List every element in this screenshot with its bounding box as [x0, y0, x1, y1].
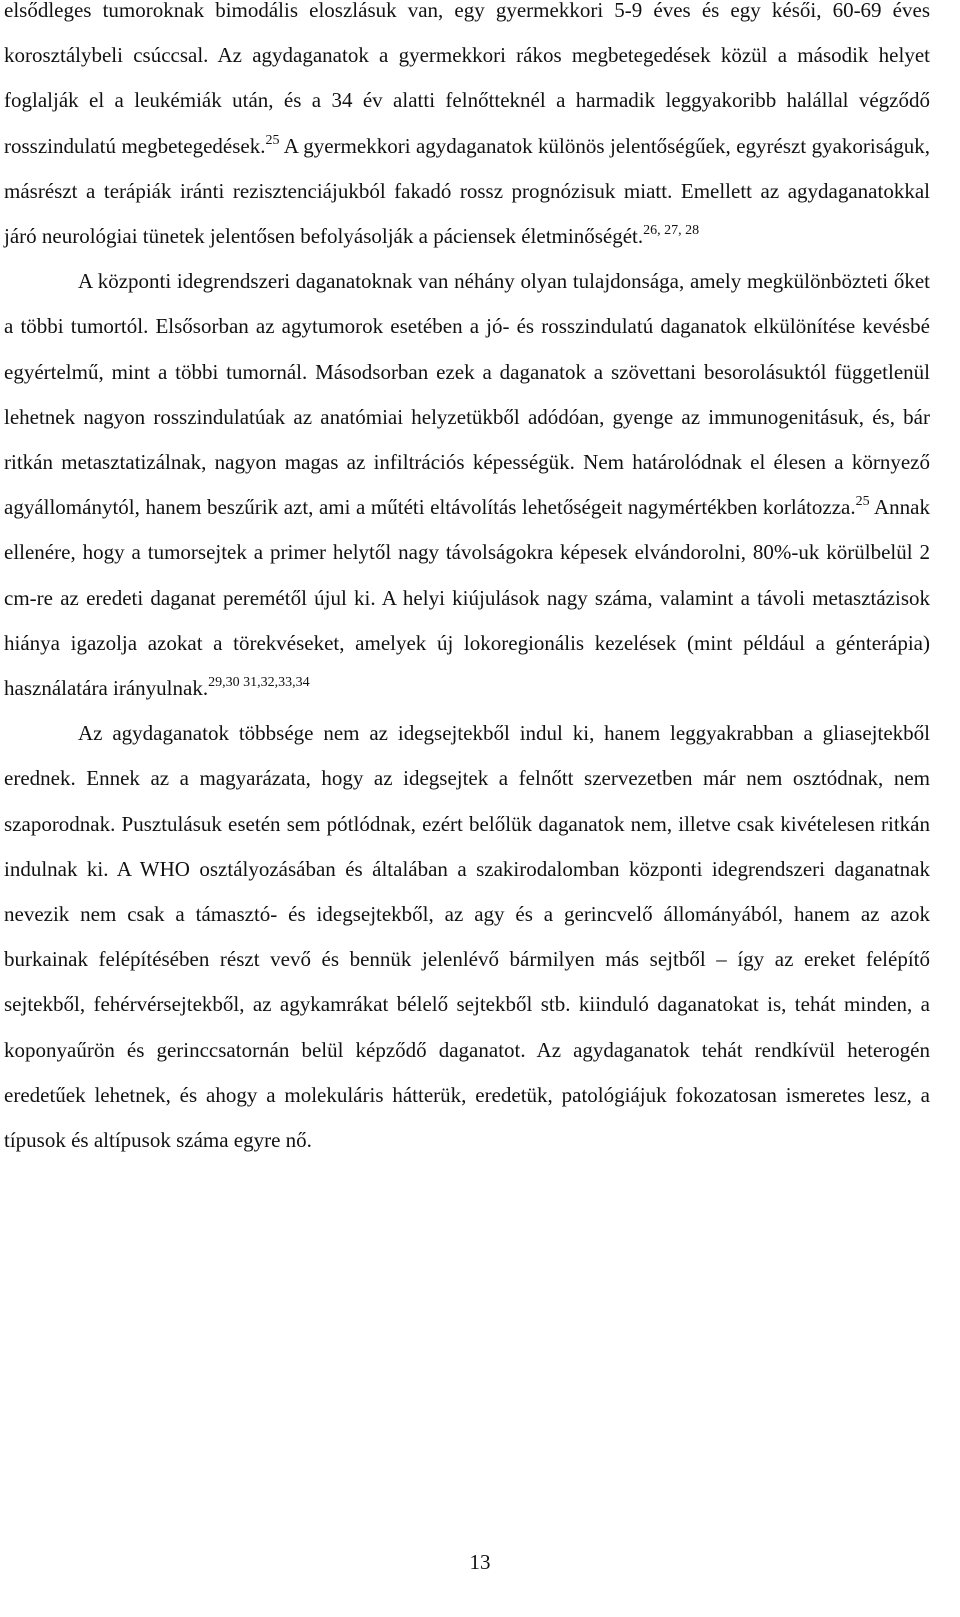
footnote-ref-29-34: 29,30 31,32,33,34	[208, 675, 310, 691]
paragraph-1	[4, 0, 930, 259]
footnote-ref-25: 25	[265, 132, 280, 148]
body-text	[4, 0, 930, 1163]
page-number: 13	[469, 1550, 491, 1574]
footnote-ref-25: 25	[855, 494, 870, 510]
paragraph-2-text-2: Annak ellenére, hogy a tumorsejtek a primer helytől nagy távolságokra képesek elvándorolni, 80%-uk körülbelül 2 cm-re az eredeti daganat peremétől újul ki. A helyi kiújulások nagy száma, valamint a távoli metasztázisok hiánya igazolja azokat a törekvéseket, amelyek új lokoregionális kezelések (mint például a génterápia) használatára irányulnak.	[4, 495, 930, 701]
paragraph-1-text-2: A gyermekkori agydaganatok különös jelentőségűek, egyrészt gyakoriságuk, másrészt a terápiák iránti rezisztenciájukból fakadó rossz prognózisuk miatt. Emellett az agydaganatokkal járó neurológiai tünetek jelentősen befolyásolják a páciensek életminőségét.	[4, 133, 931, 249]
footnote-ref-26-27-28: 26, 27, 28	[643, 223, 700, 239]
paragraph-2	[4, 259, 930, 711]
paragraph-3	[4, 711, 930, 1163]
paragraph-1-text-1: elsődleges tumoroknak bimodális eloszlásuk van, egy gyermekkori 5-9 éves és egy késői, 60-69 éves korosztálybeli csúccsal. Az agydaganatok a gyermekkori rákos megbetegedések közül a második helyet foglalják el a leukémiák után, és a 34 év alatti felnőtteknél a harmadik leggyakoribb halállal végződő rosszindulatú megbetegedések.	[4, 0, 930, 158]
paragraph-2-text-1: A központi idegrendszeri daganatoknak van néhány olyan tulajdonsága, amely megkülönbözteti őket a többi tumortól. Elsősorban az agytumorok esetében a jó- és rosszindulatú daganatok elkülönítése kevésbé egyértelmű, mint a többi tumornál. Másodsorban ezek a daganatok a szövettani besorolásuktól függetlenül lehetnek nagyon rosszindulatúak az anatómiai helyzetükből adódóan, gyenge az immunogenitásuk, és, bár ritkán metasztatizálnak, nagyon magas az infiltrációs képességük. Nem határolódnak el élesen a környező agyállománytól, hanem beszűrik azt, ami a műtéti eltávolítás lehetőségeit nagymértékben korlátozza.	[4, 269, 930, 520]
paragraph-3-text-1: Az agydaganatok többsége nem az idegsejtekből indul ki, hanem leggyakrabban a gliasejtekből erednek. Ennek az a magyarázata, hogy az idegsejtek a felnőtt szervezetben már nem osztódnak, nem szaporodnak. Pusztulásuk esetén sem pótlódnak, ezért belőlük daganatok nem, illetve csak kivételesen ritkán indulnak ki. A WHO osztályozásában és általában a szakirodalomban központi idegrendszeri daganatnak nevezik nem csak a támasztó- és idegsejtekből, az agy és a gerincvelő állományából, hanem az azok burkainak felépítésében részt vevő és bennük jelenlévő bármilyen más sejtből – így az ereket felépítő sejtekből, fehérvérsejtekből, az agykamrákat bélelő sejtekből stb. kiinduló daganatokat is, tehát minden, a koponyaűrön és gerinccsatornán belül képződő daganatot. Az agydaganatok tehát rendkívül heterogén eredetűek lehetnek, és ahogy a molekuláris hátterük, eredetük, patológiájuk fokozatosan ismeretes lesz, a típusok és altípusok száma egyre nő.	[4, 721, 930, 1153]
